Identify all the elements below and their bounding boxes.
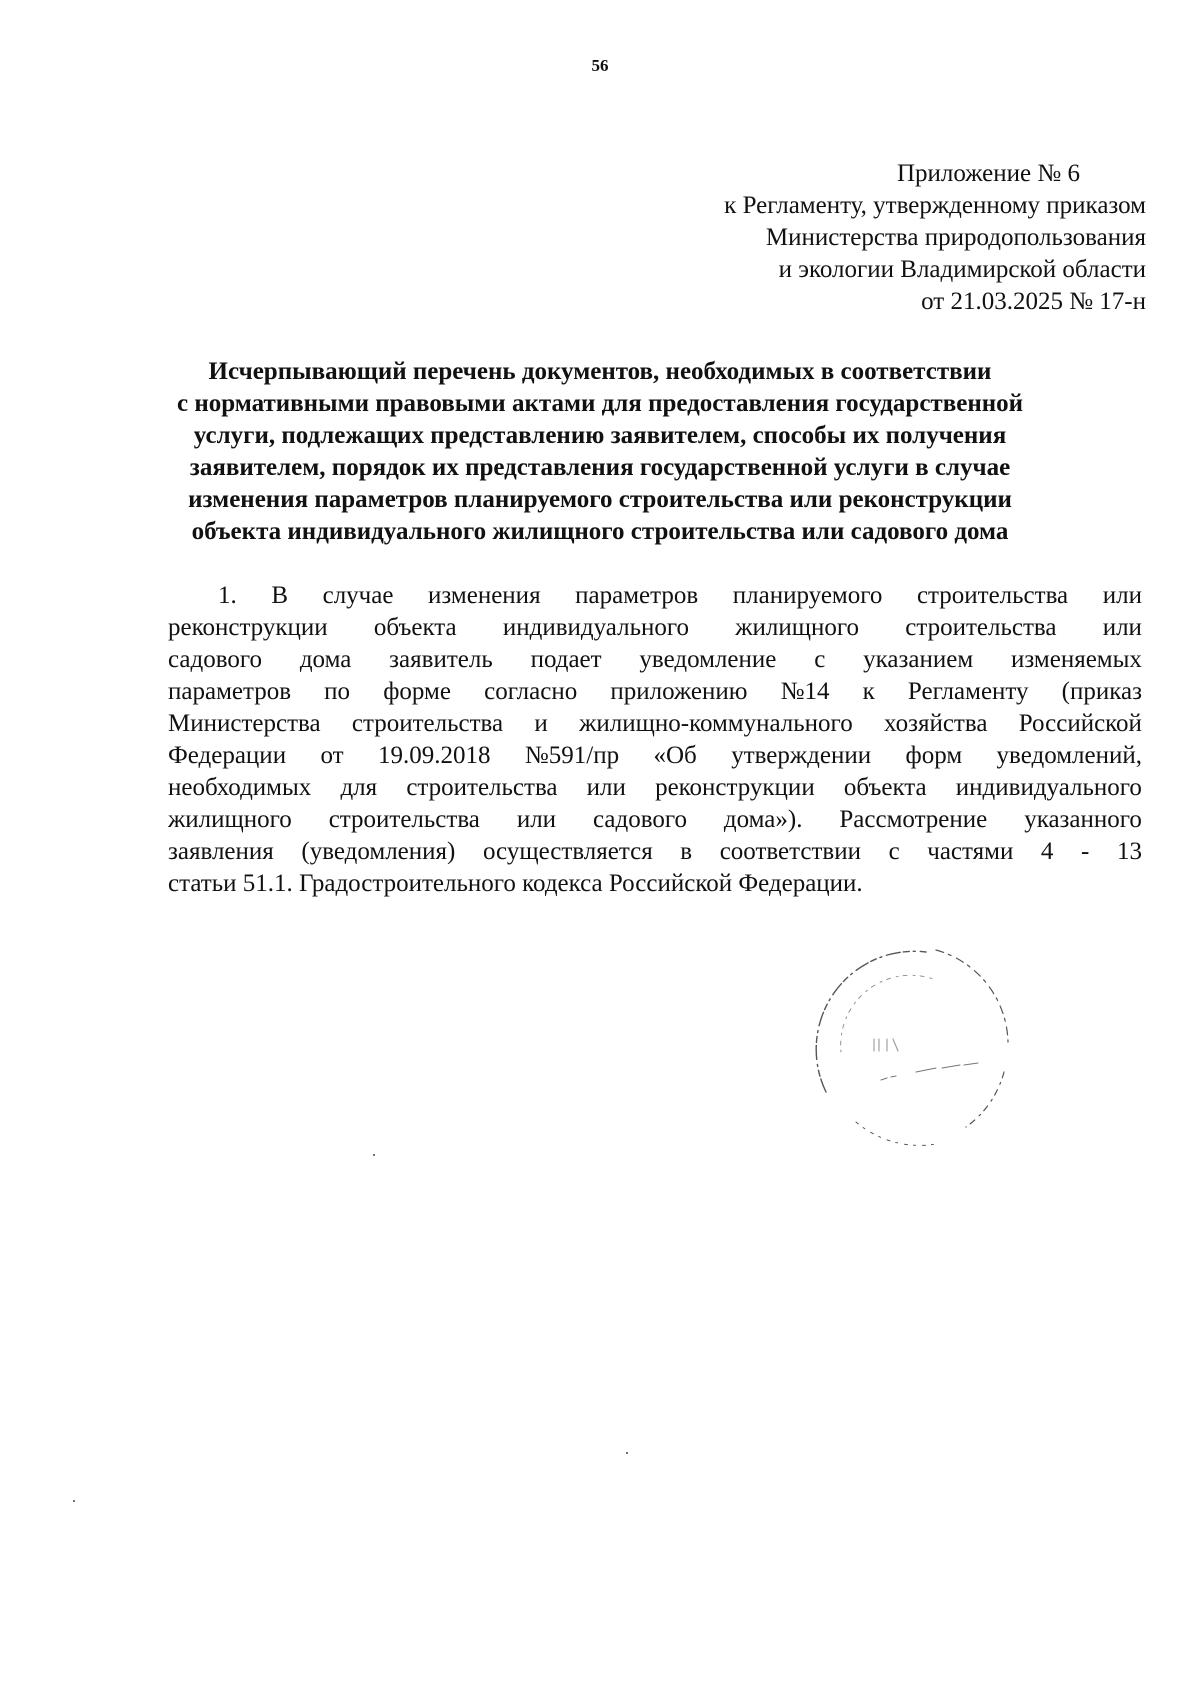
title-line: изменения параметров планируемого строительства или реконструкции — [188, 486, 1012, 513]
body-word: или — [1102, 582, 1142, 609]
title-line: услуги, подлежащих представлению заявителем, способы их получения — [193, 422, 1007, 449]
body-word: хозяйства — [884, 710, 988, 737]
page-number: 56 — [591, 56, 609, 75]
body-word: строительства — [328, 806, 480, 833]
body-line — [168, 836, 1142, 868]
body-word: строительства — [351, 710, 504, 737]
body-word: садового — [168, 646, 262, 673]
body-word: изменения — [428, 582, 541, 609]
body-word: планируемого — [732, 582, 883, 609]
body-word: необходимых — [168, 774, 312, 801]
appendix-line: Министерства природопользования — [765, 224, 1146, 251]
body-word: 1. — [218, 582, 237, 609]
body-word: Рассмотрение — [839, 806, 988, 833]
body-word: объекта — [843, 774, 927, 801]
body-word: строительства — [406, 774, 558, 801]
title-line: заявителем, порядок их представления государственной услуги в случае — [189, 454, 1011, 481]
body-word: жилищного — [735, 614, 860, 641]
body-word: указанного — [1024, 806, 1142, 833]
body-word: форм — [905, 742, 963, 769]
body-word: реконструкции — [168, 614, 328, 641]
body-line — [168, 804, 1142, 836]
body-word: дома»). — [723, 806, 803, 833]
body-line — [168, 676, 1142, 708]
faded-round-seal-icon — [786, 922, 1036, 1177]
body-line — [168, 644, 1142, 676]
appendix-line: от 21.03.2025 № 17-н — [921, 288, 1146, 315]
title-line: объекта индивидуального жилищного строительства или садового дома — [191, 518, 1009, 545]
body-word: для — [340, 774, 378, 801]
body-word: №591/пр — [524, 742, 620, 769]
body-word: изменяемых — [1011, 646, 1142, 673]
body-word: осуществляется — [482, 838, 653, 865]
body-word: утверждении — [731, 742, 872, 769]
body-word: жилищного — [168, 806, 292, 833]
body-word: строительства — [905, 614, 1057, 641]
title-line: с нормативными правовыми актами для предоставления государственной — [176, 390, 1024, 417]
body-word: к — [862, 678, 875, 705]
body-word: №14 — [780, 678, 830, 705]
body-word: (приказ — [1061, 678, 1142, 705]
body-word: Федерации — [168, 742, 287, 769]
body-word: от — [320, 742, 344, 769]
appendix-line: Приложение № 6 — [896, 160, 1080, 187]
body-word: 13 — [1116, 838, 1142, 865]
body-word: заявления — [168, 838, 274, 865]
body-word: согласно — [484, 678, 578, 705]
body-word: объекта — [373, 614, 457, 641]
body-word: уведомление — [639, 646, 777, 673]
body-word: в — [680, 838, 693, 865]
body-word: - — [1081, 838, 1090, 865]
body-word: с — [814, 646, 826, 673]
scan-speck — [373, 1154, 375, 1156]
body-word: «Об — [653, 742, 697, 769]
body-line: статьи 51.1. Градостроительного кодекса Российской Федерации. — [168, 870, 863, 897]
body-word: и — [534, 710, 548, 737]
scan-speck — [73, 1500, 75, 1502]
body-word: с — [888, 838, 900, 865]
body-word: В — [271, 582, 289, 609]
body-word: или — [516, 806, 557, 833]
document-title — [0, 356, 1200, 548]
body-word: Регламенту — [907, 678, 1029, 705]
body-word: 19.09.2018 — [378, 742, 491, 769]
body-word: жилищно-коммунального — [579, 710, 853, 737]
body-paragraph — [168, 580, 1142, 900]
body-word: форме — [383, 678, 451, 705]
body-line — [168, 740, 1142, 772]
body-word: садового — [592, 806, 687, 833]
body-word: индивидуального — [955, 774, 1142, 801]
body-word: частями — [927, 838, 1014, 865]
body-word: уведомлений, — [996, 742, 1142, 769]
body-word: строительства — [916, 582, 1069, 609]
title-line: Исчерпывающий перечень документов, необходимых в соответствии — [208, 358, 992, 385]
body-word: дома — [299, 646, 352, 673]
body-word: заявитель — [389, 646, 493, 673]
body-line — [168, 772, 1142, 804]
body-word: индивидуального — [502, 614, 690, 641]
body-word: (уведомления) — [301, 838, 456, 865]
body-word: реконструкции — [655, 774, 815, 801]
body-word: подает — [530, 646, 602, 673]
body-word: Министерства — [168, 710, 321, 737]
body-line — [168, 708, 1142, 740]
body-word: приложению — [610, 678, 748, 705]
body-word: параметров — [575, 582, 699, 609]
body-word: соответствии — [719, 838, 861, 865]
scan-speck — [626, 1452, 628, 1454]
body-word: или — [1102, 614, 1142, 641]
body-word: Российской — [1018, 710, 1142, 737]
appendix-line: к Регламенту, утвержденному приказом — [724, 192, 1146, 219]
body-word: случае — [322, 582, 394, 609]
appendix-line: и экологии Владимирской области — [778, 256, 1146, 283]
body-word: 4 — [1040, 838, 1054, 865]
body-word: указанием — [863, 646, 974, 673]
body-word: параметров — [168, 678, 292, 705]
appendix-header — [724, 158, 1146, 318]
body-word: по — [324, 678, 351, 705]
body-word: или — [586, 774, 626, 801]
body-line — [168, 612, 1142, 644]
body-line — [168, 580, 1142, 612]
